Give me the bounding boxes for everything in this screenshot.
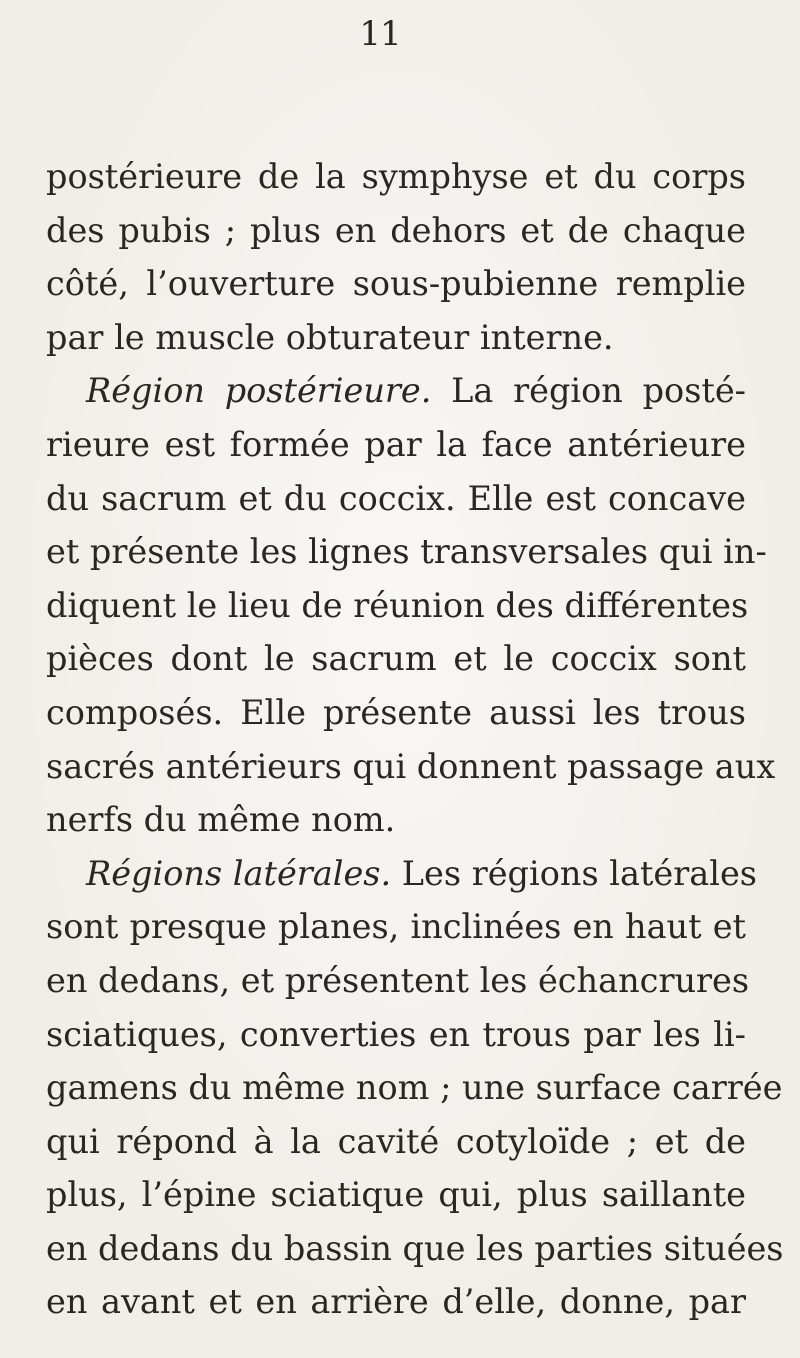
text-line: sont presque planes, inclinées en haut et xyxy=(46,907,746,947)
text-line: côté, l’ouverture sous-pubienne remplie xyxy=(46,264,746,304)
text-line: en avant et en arrière d’elle, donne, par xyxy=(46,1282,746,1322)
section-heading-posterior: Région postérieure. xyxy=(86,371,432,411)
text-line: rieure est formée par la face antérieure xyxy=(46,424,746,464)
section-heading-line xyxy=(46,364,746,418)
text-line: du sacrum et du coccix. Elle est concave xyxy=(46,478,746,518)
text-line: par le muscle obturateur interne. xyxy=(46,317,614,357)
text-line: gamens du même nom ; une surface carrée xyxy=(46,1068,783,1108)
text-run: La région posté- xyxy=(431,371,746,411)
body-text xyxy=(46,150,784,1329)
text-line: des pubis ; plus en dehors et de chaque xyxy=(46,210,746,250)
text-line: postérieure de la symphyse et du corps xyxy=(46,157,746,196)
text-line: sacrés antérieurs qui donnent passage aux xyxy=(46,746,776,786)
text-line: composés. Elle présente aussi les trous xyxy=(46,692,746,732)
text-line: en dedans du bassin que les parties situées xyxy=(46,1228,784,1268)
text-line: sciatiques, converties en trous par les li- xyxy=(46,1014,746,1054)
text-line: et présente les lignes transversales qui in- xyxy=(46,532,767,572)
text-line: nerfs du même nom. xyxy=(46,800,396,840)
text-line: pièces dont le sacrum et le coccix sont xyxy=(46,639,746,679)
text-line: diquent le lieu de réunion des différentes xyxy=(46,585,749,625)
page-number: 11 xyxy=(359,14,401,54)
section-heading-line xyxy=(46,847,757,901)
text-run: Les régions latérales xyxy=(391,853,757,893)
text-line: en dedans, et présentent les échancrures xyxy=(46,960,750,1000)
text-line: qui répond à la cavité cotyloïde ; et de xyxy=(46,1121,746,1161)
text-line: plus, l’épine sciatique qui, plus saillante xyxy=(46,1175,746,1215)
section-heading-lateral: Régions latérales. xyxy=(86,853,392,893)
